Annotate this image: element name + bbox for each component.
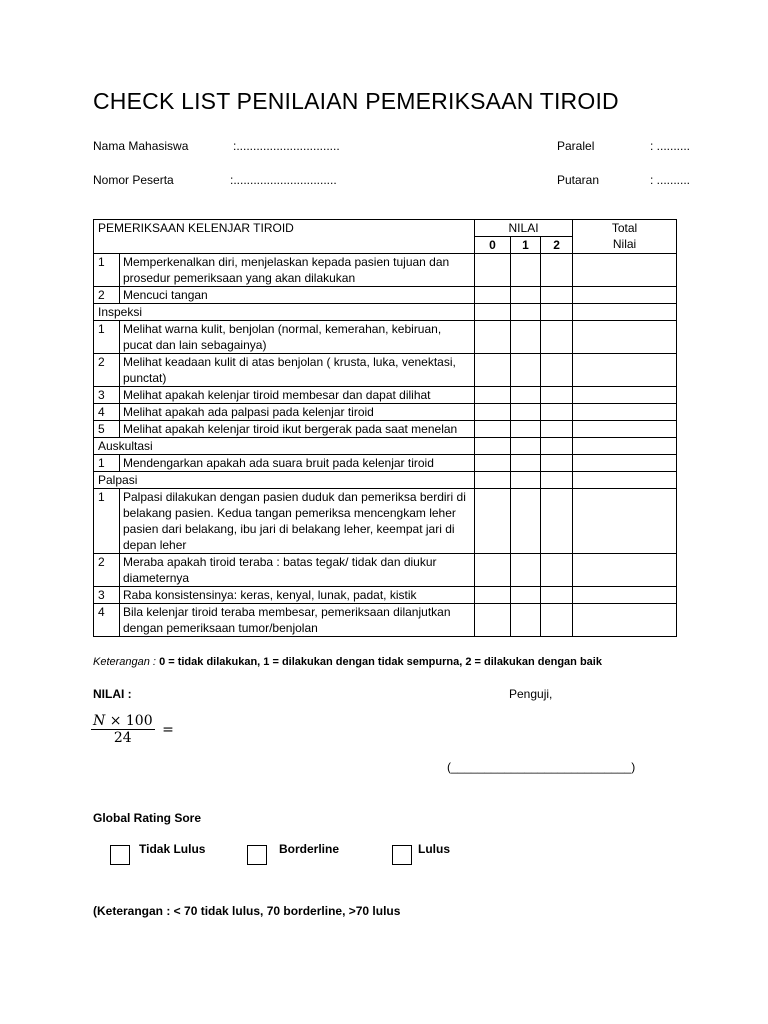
total-nilai-cell[interactable]: [573, 321, 677, 354]
checklist-table: [93, 219, 677, 637]
score-1-cell[interactable]: [511, 438, 541, 455]
item-description: Meraba apakah tiroid teraba : batas tegak/ tidak dan diukur diameternya: [120, 554, 475, 587]
total-nilai-header: [573, 220, 677, 254]
item-number: 2: [94, 354, 120, 387]
score-1-cell[interactable]: [511, 404, 541, 421]
checklist-row: [94, 455, 677, 472]
score-col-0: 0: [475, 237, 511, 254]
score-2-cell[interactable]: [541, 254, 573, 287]
section-title: Palpasi: [94, 472, 475, 489]
section-title: Inspeksi: [94, 304, 475, 321]
nilai-header: NILAI: [475, 220, 573, 237]
rating-legend: (Keterangan : < 70 tidak lulus, 70 borderline, >70 lulus: [93, 904, 401, 918]
section-title: Auskultasi: [94, 438, 475, 455]
putaran-label: Putaran: [557, 173, 600, 187]
item-description: Palpasi dilakukan dengan pasien duduk dan pemeriksa berdiri di belakang pasien. Kedua tangan pemeriksa mencengkam leher pasien dari belakang, ibu jari di belakang leher, keempat jari di depan leher: [120, 489, 475, 554]
nama-mahasiswa-label: Nama Mahasiswa: [93, 139, 189, 153]
score-1-cell[interactable]: [511, 354, 541, 387]
score-2-cell[interactable]: [541, 287, 573, 304]
score-1-cell[interactable]: [511, 254, 541, 287]
total-nilai-cell[interactable]: [573, 354, 677, 387]
tidak-lulus-label: Tidak Lulus: [139, 842, 206, 856]
score-0-cell[interactable]: [475, 455, 511, 472]
item-description: Melihat apakah kelenjar tiroid membesar dan dapat dilihat: [120, 387, 475, 404]
lulus-label: Lulus: [418, 842, 450, 856]
score-1-cell[interactable]: [511, 387, 541, 404]
total-nilai-cell[interactable]: [573, 438, 677, 455]
score-legend: [93, 656, 602, 668]
score-1-cell[interactable]: [511, 421, 541, 438]
score-0-cell[interactable]: [475, 354, 511, 387]
score-1-cell[interactable]: [511, 472, 541, 489]
score-2-cell[interactable]: [541, 472, 573, 489]
borderline-label: Borderline: [279, 842, 340, 856]
score-0-cell[interactable]: [475, 321, 511, 354]
score-0-cell[interactable]: [475, 489, 511, 554]
score-0-cell[interactable]: [475, 438, 511, 455]
score-2-cell[interactable]: [541, 304, 573, 321]
score-2-cell[interactable]: [541, 404, 573, 421]
total-nilai-cell[interactable]: [573, 472, 677, 489]
score-legend-text: 0 = tidak dilakukan, 1 = dilakukan dengan tidak sempurna, 2 = dilakukan dengan baik: [159, 656, 602, 668]
item-number: 1: [94, 489, 120, 554]
score-1-cell[interactable]: [511, 554, 541, 587]
checklist-row: [94, 489, 677, 554]
tidak-lulus-checkbox[interactable]: [110, 845, 130, 865]
item-number: 2: [94, 554, 120, 587]
total-nilai-cell[interactable]: [573, 404, 677, 421]
score-1-cell[interactable]: [511, 287, 541, 304]
score-1-cell[interactable]: [511, 587, 541, 604]
checklist-body: [94, 254, 677, 637]
item-number: 1: [94, 455, 120, 472]
total-nilai-cell[interactable]: [573, 604, 677, 637]
nomor-peserta-label: Nomor Peserta: [93, 173, 174, 187]
total-nilai-cell[interactable]: [573, 254, 677, 287]
formula-numerator: [91, 713, 155, 729]
score-2-cell[interactable]: [541, 387, 573, 404]
score-1-cell[interactable]: [511, 489, 541, 554]
checklist-row: [94, 587, 677, 604]
table-header-title: PEMERIKSAAN KELENJAR TIROID: [94, 220, 475, 254]
section-row: [94, 472, 677, 489]
global-rating-title: Global Rating Sore: [93, 811, 202, 825]
checklist-row: [94, 604, 677, 637]
score-1-cell[interactable]: [511, 455, 541, 472]
item-description: Bila kelenjar tiroid teraba membesar, pemeriksaan dilanjutkan dengan pemeriksaan tumor/benjolan: [120, 604, 475, 637]
putaran-field[interactable]: : ..........: [650, 173, 691, 187]
item-number: 1: [94, 254, 120, 287]
total-nilai-cell[interactable]: [573, 304, 677, 321]
checklist-row: [94, 404, 677, 421]
item-description: Melihat keadaan kulit di atas benjolan ( krusta, luka, venektasi, punctat): [120, 354, 475, 387]
item-number: 1: [94, 321, 120, 354]
page-title: CHECK LIST PENILAIAN PEMERIKSAAN TIROID: [93, 88, 619, 114]
score-2-cell[interactable]: [541, 421, 573, 438]
nama-mahasiswa-field[interactable]: :...............................: [233, 139, 340, 153]
total-header-line1: Total: [611, 221, 638, 235]
item-number: 3: [94, 387, 120, 404]
formula-multiplier: × 100: [109, 713, 153, 729]
total-nilai-cell[interactable]: [573, 455, 677, 472]
formula-fraction: [91, 713, 155, 746]
signature-line[interactable]: (___________________________): [447, 760, 636, 774]
score-2-cell[interactable]: [541, 438, 573, 455]
score-0-cell[interactable]: [475, 287, 511, 304]
total-nilai-cell[interactable]: [573, 587, 677, 604]
item-number: 3: [94, 587, 120, 604]
score-2-cell[interactable]: [541, 455, 573, 472]
checklist-row: [94, 421, 677, 438]
total-nilai-cell[interactable]: [573, 421, 677, 438]
score-0-cell[interactable]: [475, 387, 511, 404]
item-description: Raba konsistensinya: keras, kenyal, lunak, padat, kistik: [120, 587, 475, 604]
total-nilai-cell[interactable]: [573, 387, 677, 404]
formula-denominator: 24: [91, 729, 155, 746]
score-1-cell[interactable]: [511, 604, 541, 637]
total-header-line2: Nilai: [612, 237, 637, 251]
score-2-cell[interactable]: [541, 321, 573, 354]
paralel-field[interactable]: : ..........: [650, 139, 691, 153]
score-2-cell[interactable]: [541, 604, 573, 637]
item-number: 2: [94, 287, 120, 304]
checklist-row: [94, 321, 677, 354]
score-1-cell[interactable]: [511, 321, 541, 354]
penguji-label: Penguji,: [509, 687, 553, 701]
score-0-cell[interactable]: [475, 472, 511, 489]
score-0-cell[interactable]: [475, 421, 511, 438]
item-description: Melihat apakah ada palpasi pada kelenjar tiroid: [120, 404, 475, 421]
checklist-row: [94, 287, 677, 304]
item-description: Mendengarkan apakah ada suara bruit pada kelenjar tiroid: [120, 455, 475, 472]
nilai-label: NILAI :: [93, 687, 132, 701]
score-0-cell[interactable]: [475, 304, 511, 321]
borderline-checkbox[interactable]: [247, 845, 267, 865]
total-nilai-cell[interactable]: [573, 287, 677, 304]
formula-variable: N: [93, 713, 106, 729]
total-nilai-cell[interactable]: [573, 554, 677, 587]
score-col-2: 2: [541, 237, 573, 254]
score-0-cell[interactable]: [475, 604, 511, 637]
item-number: 4: [94, 404, 120, 421]
item-number: 4: [94, 604, 120, 637]
score-0-cell[interactable]: [475, 254, 511, 287]
section-row: [94, 438, 677, 455]
item-description: Melihat warna kulit, benjolan (normal, kemerahan, kebiruan, pucat dan lain sebagainya): [120, 321, 475, 354]
item-description: Melihat apakah kelenjar tiroid ikut bergerak pada saat menelan: [120, 421, 475, 438]
formula-equals: =: [162, 721, 174, 738]
score-1-cell[interactable]: [511, 304, 541, 321]
total-nilai-cell[interactable]: [573, 489, 677, 554]
score-col-1: 1: [511, 237, 541, 254]
score-2-cell[interactable]: [541, 554, 573, 587]
item-number: 5: [94, 421, 120, 438]
checklist-row: [94, 554, 677, 587]
lulus-checkbox[interactable]: [392, 845, 412, 865]
score-2-cell[interactable]: [541, 587, 573, 604]
score-0-cell[interactable]: [475, 404, 511, 421]
score-0-cell[interactable]: [475, 587, 511, 604]
score-formula: [91, 713, 174, 746]
checklist-row: [94, 354, 677, 387]
score-0-cell[interactable]: [475, 554, 511, 587]
section-row: [94, 304, 677, 321]
item-description: Mencuci tangan: [120, 287, 475, 304]
score-2-cell[interactable]: [541, 354, 573, 387]
nomor-peserta-field[interactable]: :...............................: [230, 173, 337, 187]
checklist-row: [94, 254, 677, 287]
score-2-cell[interactable]: [541, 489, 573, 554]
paralel-label: Paralel: [557, 139, 595, 153]
checklist-row: [94, 387, 677, 404]
score-legend-label: Keterangan :: [93, 656, 156, 668]
item-description: Memperkenalkan diri, menjelaskan kepada pasien tujuan dan prosedur pemeriksaan yang akan dilakukan: [120, 254, 475, 287]
